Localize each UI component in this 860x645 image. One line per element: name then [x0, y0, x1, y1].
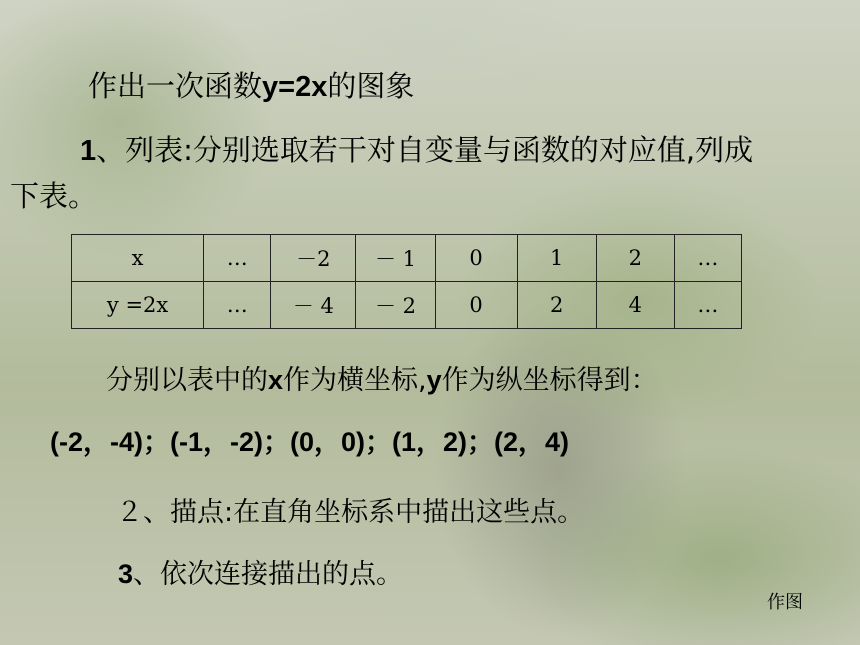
table-cell: 2: [596, 235, 674, 282]
coord-text-3: 作为纵坐标得到：: [441, 365, 658, 396]
table-cell: － 1: [356, 235, 435, 282]
heading-function: y=2x: [262, 71, 328, 103]
step-2: [116, 490, 584, 529]
draw-link[interactable]: 作图: [767, 592, 803, 613]
heading-prefix: 作出一次函数: [88, 69, 263, 103]
step-2-number: ２: [116, 497, 143, 528]
coord-x: x: [268, 365, 284, 395]
table-cell: …: [674, 282, 741, 329]
table-cell: …: [204, 235, 271, 282]
table-cell: y =2x: [72, 282, 204, 329]
step-2-text: 、描点:在直角坐标系中描出这些点。: [143, 497, 585, 528]
coord-text-1: 分别以表中的: [106, 365, 268, 396]
table-cell: －2: [271, 235, 356, 282]
table-cell: 2: [517, 282, 596, 329]
step-3-number: 3: [118, 559, 134, 589]
table-cell: …: [204, 282, 271, 329]
table-cell: － 4: [271, 282, 356, 329]
step-3-text: 、依次连接描出的点。: [133, 559, 404, 590]
table-cell: － 2: [356, 282, 435, 329]
table-cell: 4: [596, 282, 674, 329]
value-table: [71, 234, 742, 329]
step-1: [10, 128, 770, 219]
coord-y: y: [426, 365, 442, 395]
table-cell: x: [72, 235, 204, 282]
table-cell: 1: [517, 235, 596, 282]
step-1-number: 1: [80, 135, 97, 167]
heading-suffix: 的图象: [327, 69, 415, 103]
coord-text-2: 作为横坐标,: [283, 365, 427, 396]
table-row-y: [72, 282, 742, 329]
table-row-x: [72, 235, 742, 282]
step-1-text: 、列表:分别选取若干对自变量与函数的对应值,列成下表。: [10, 133, 754, 213]
table-cell: …: [674, 235, 741, 282]
table-cell: 0: [435, 235, 517, 282]
coordinate-instruction: [106, 358, 658, 397]
points-list: (-2，-4)；(-1，-2)；(0，0)；(1，2)；(2，4): [50, 427, 570, 457]
table-cell: 0: [435, 282, 517, 329]
step-3: [118, 552, 403, 591]
heading: [88, 64, 414, 105]
